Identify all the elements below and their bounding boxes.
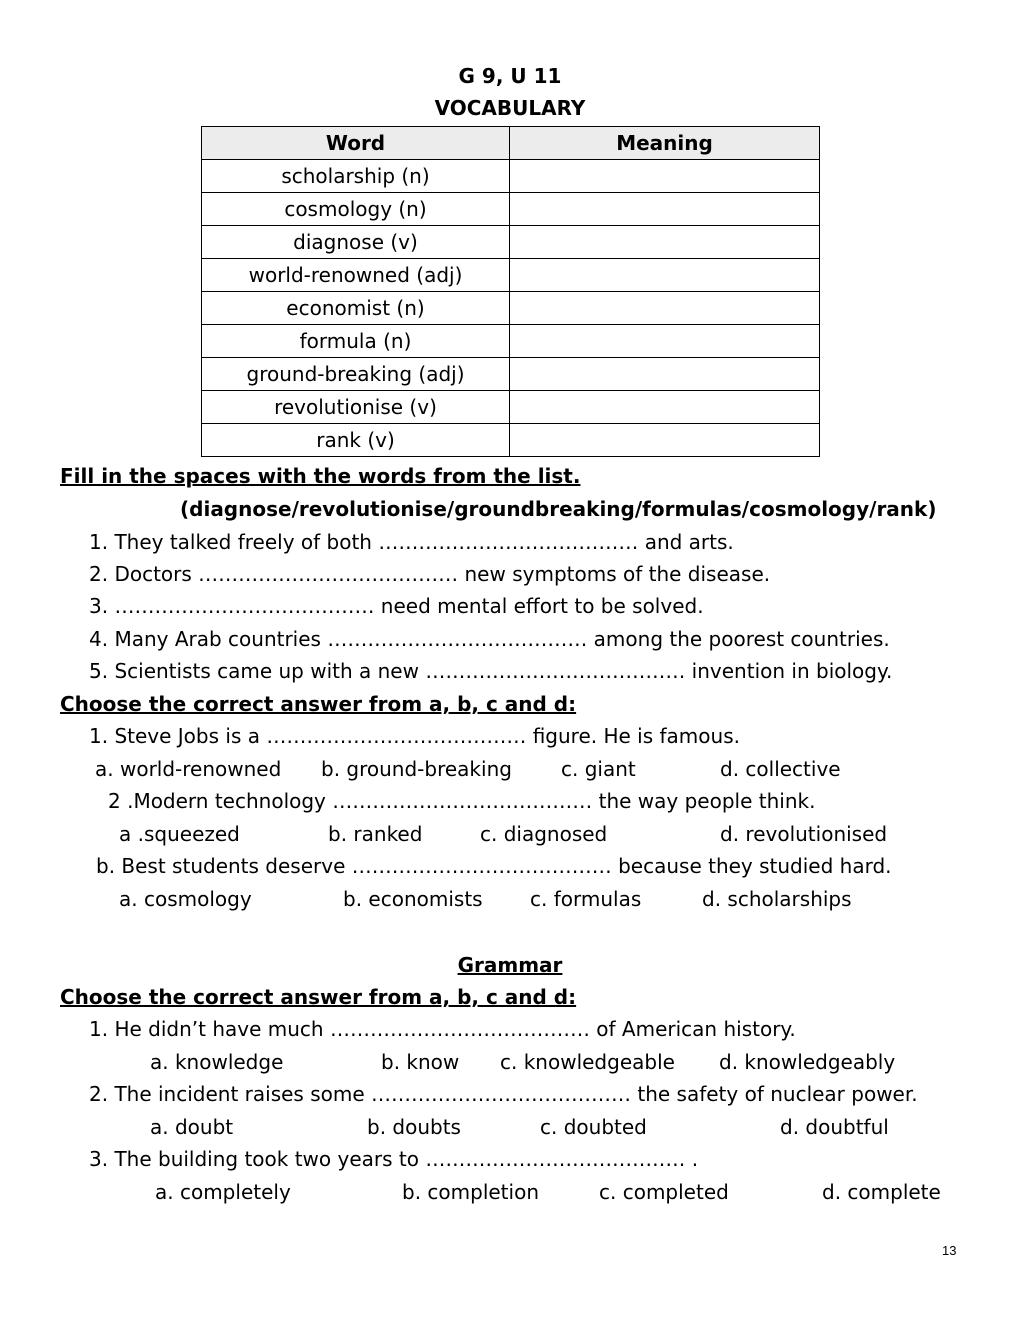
grammar-question-1: 1. He didn’t have much ………………………………… of American history. [89,1017,796,1041]
word-cell: rank (v) [202,424,510,457]
meaning-cell[interactable] [510,226,820,259]
fill-item-2: 2. Doctors ………………………………… new symptoms of the disease. [89,562,771,586]
grammar-heading: Grammar [457,953,563,977]
table-row [202,292,820,325]
option-a[interactable]: a .squeezed [119,822,240,846]
choose-question-2: 2 .Modern technology ………………………………… the way people think. [108,789,816,813]
table-row [202,391,820,424]
grammar-question-3: 3. The building took two years to ………………………………… . [89,1147,699,1171]
column-header-word: Word [202,127,510,160]
word-cell: world-renowned (adj) [202,259,510,292]
meaning-cell[interactable] [510,160,820,193]
vocabulary-title: VOCABULARY [434,96,586,120]
choose-question-1: 1. Steve Jobs is a ………………………………… figure. He is famous. [89,724,740,748]
option-b[interactable]: b. know [381,1050,460,1074]
grammar-instruction: Choose the correct answer from a, b, c and d: [60,985,577,1009]
word-list: (diagnose/revolutionise/groundbreaking/formulas/cosmology/rank) [180,497,937,521]
table-row [202,424,820,457]
word-cell: revolutionise (v) [202,391,510,424]
meaning-cell[interactable] [510,391,820,424]
option-d[interactable]: d. doubtful [780,1115,889,1139]
option-b[interactable]: b. doubts [367,1115,461,1139]
word-cell: cosmology (n) [202,193,510,226]
option-c[interactable]: c. formulas [530,887,642,911]
table-row [202,325,820,358]
choose-instruction: Choose the correct answer from a, b, c and d: [60,692,577,716]
option-a[interactable]: a. world-renowned [95,757,282,781]
option-d[interactable]: d. scholarships [702,887,852,911]
word-cell: formula (n) [202,325,510,358]
choose-question-3: b. Best students deserve ………………………………… because they studied hard. [96,854,892,878]
fill-item-5: 5. Scientists came up with a new ………………………………… invention in biology. [89,659,893,683]
option-d[interactable]: d. revolutionised [720,822,888,846]
table-row [202,226,820,259]
option-c[interactable]: c. giant [561,757,636,781]
option-c[interactable]: c. knowledgeable [500,1050,675,1074]
word-cell: diagnose (v) [202,226,510,259]
table-header-row [202,127,820,160]
fill-item-4: 4. Many Arab countries ………………………………… among the poorest countries. [89,627,890,651]
meaning-cell[interactable] [510,259,820,292]
meaning-cell[interactable] [510,424,820,457]
option-b[interactable]: b. completion [402,1180,539,1204]
column-header-meaning: Meaning [510,127,820,160]
option-d[interactable]: d. complete [822,1180,941,1204]
option-b[interactable]: b. ground-breaking [321,757,512,781]
table-row [202,358,820,391]
option-a[interactable]: a. doubt [150,1115,234,1139]
meaning-cell[interactable] [510,325,820,358]
fill-instruction: Fill in the spaces with the words from the list. [60,464,581,488]
table-row [202,160,820,193]
meaning-cell[interactable] [510,193,820,226]
table-row [202,193,820,226]
page-number: 13 [942,1243,957,1258]
option-a[interactable]: a. cosmology [119,887,252,911]
option-c[interactable]: c. doubted [540,1115,647,1139]
option-a[interactable]: a. completely [155,1180,291,1204]
option-d[interactable]: d. collective [720,757,841,781]
vocabulary-table [201,126,820,457]
option-b[interactable]: b. ranked [328,822,423,846]
option-b[interactable]: b. economists [343,887,483,911]
option-a[interactable]: a. knowledge [150,1050,284,1074]
grade-unit-title: G 9, U 11 [458,64,562,88]
fill-item-3: 3. ………………………………… need mental effort to be solved. [89,594,704,618]
table-row [202,259,820,292]
word-cell: scholarship (n) [202,160,510,193]
option-c[interactable]: c. diagnosed [480,822,608,846]
option-d[interactable]: d. knowledgeably [719,1050,896,1074]
option-c[interactable]: c. completed [599,1180,729,1204]
word-cell: economist (n) [202,292,510,325]
grammar-question-2: 2. The incident raises some ………………………………… the safety of nuclear power. [89,1082,918,1106]
meaning-cell[interactable] [510,292,820,325]
meaning-cell[interactable] [510,358,820,391]
word-cell: ground-breaking (adj) [202,358,510,391]
fill-item-1: 1. They talked freely of both ………………………………… and arts. [89,530,734,554]
